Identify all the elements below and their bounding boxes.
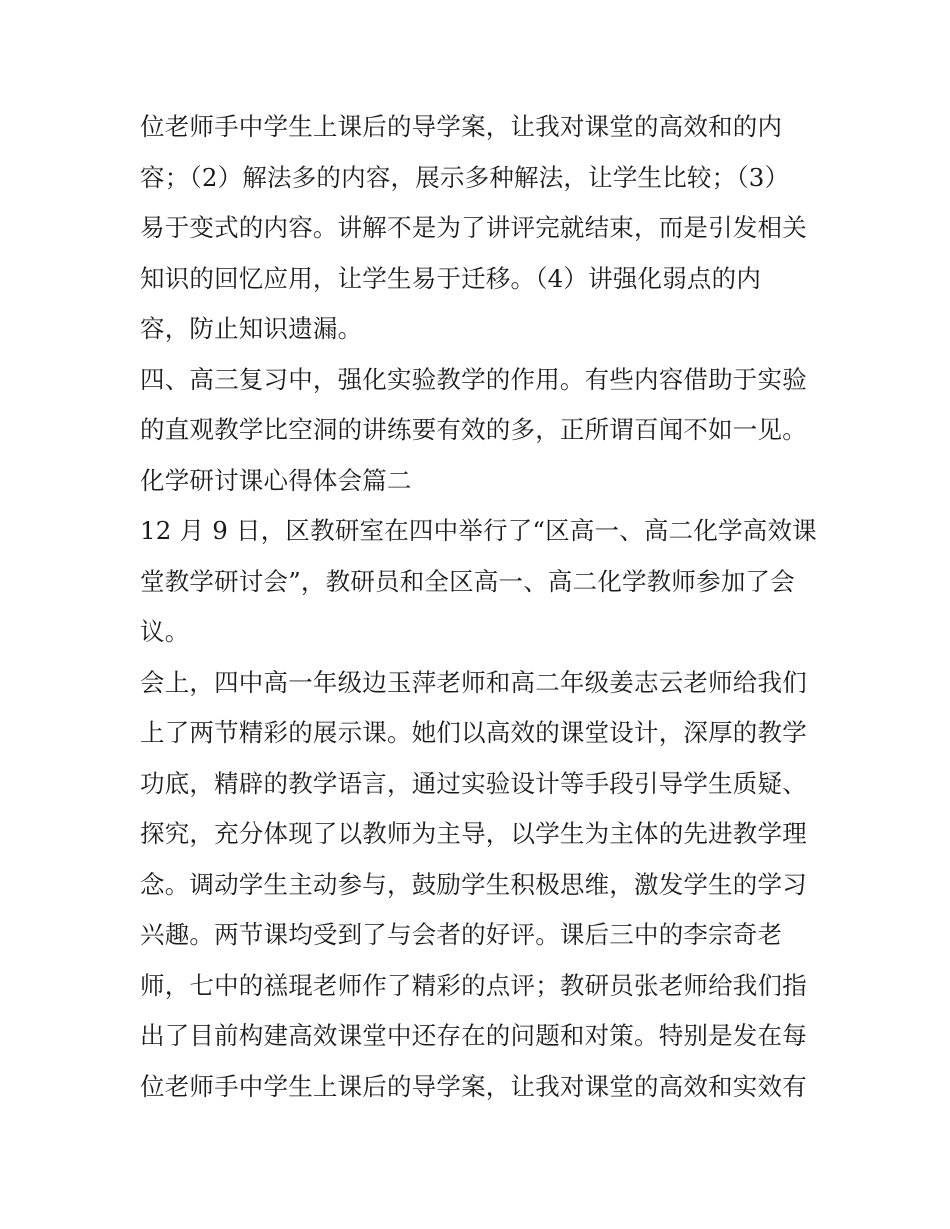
text-line: 容，防止知识遗漏。 [140,314,363,343]
text-line: 12 月 9 日，区教研室在四中举行了“区高一、高二化学高效课 [140,516,817,545]
text-line: 位老师手中学生上课后的导学案，让我对课堂的高效和实效有 [140,1071,807,1101]
text-line: 会上，四中高一年级边玉萍老师和高二年级姜志云老师给我们 [140,667,807,697]
text-line: 探究，充分体现了以教师为主导，以学生为主体的先进教学理 [140,819,807,848]
text-line: 议。 [140,617,190,646]
text-line: 师，七中的禚琨老师作了精彩的点评；教研员张老师给我们指 [140,970,807,1000]
text-line: 念。调动学生主动参与，鼓励学生积极思维，激发学生的学习 [140,869,807,899]
text-line: 上了两节精彩的展示课。她们以高效的课堂设计，深厚的教学 [140,718,807,747]
text-line: 的直观教学比空洞的讲练要有效的多，正所谓百闻不如一见。 [140,415,807,444]
text-line: 易于变式的内容。讲解不是为了讲评完就结束，而是引发相关 [140,213,807,242]
text-line: 容；（2）解法多的内容，展示多种解法，让学生比较；（3） [140,162,790,192]
section-heading: 化学研讨课心得体会篇二 [140,465,412,495]
document-body [140,102,820,1112]
text-line: 堂教学研讨会”，教研员和全区高一、高二化学教师参加了会 [140,566,795,596]
text-line: 位老师手中学生上课后的导学案，让我对课堂的高效和的内 [140,112,783,141]
text-line: 知识的回忆应用，让学生易于迁移。（4）讲强化弱点的内 [140,263,762,293]
text-line: 四、高三复习中，强化实验教学的作用。有些内容借助于实验 [140,364,807,394]
text-line: 兴趣。两节课均受到了与会者的好评。课后三中的李宗奇老 [140,920,783,949]
text-line: 功底，精辟的教学语言，通过实验设计等手段引导学生质疑、 [140,768,807,798]
text-line: 出了目前构建高效课堂中还存在的问题和对策。特别是发在每 [140,1021,807,1050]
